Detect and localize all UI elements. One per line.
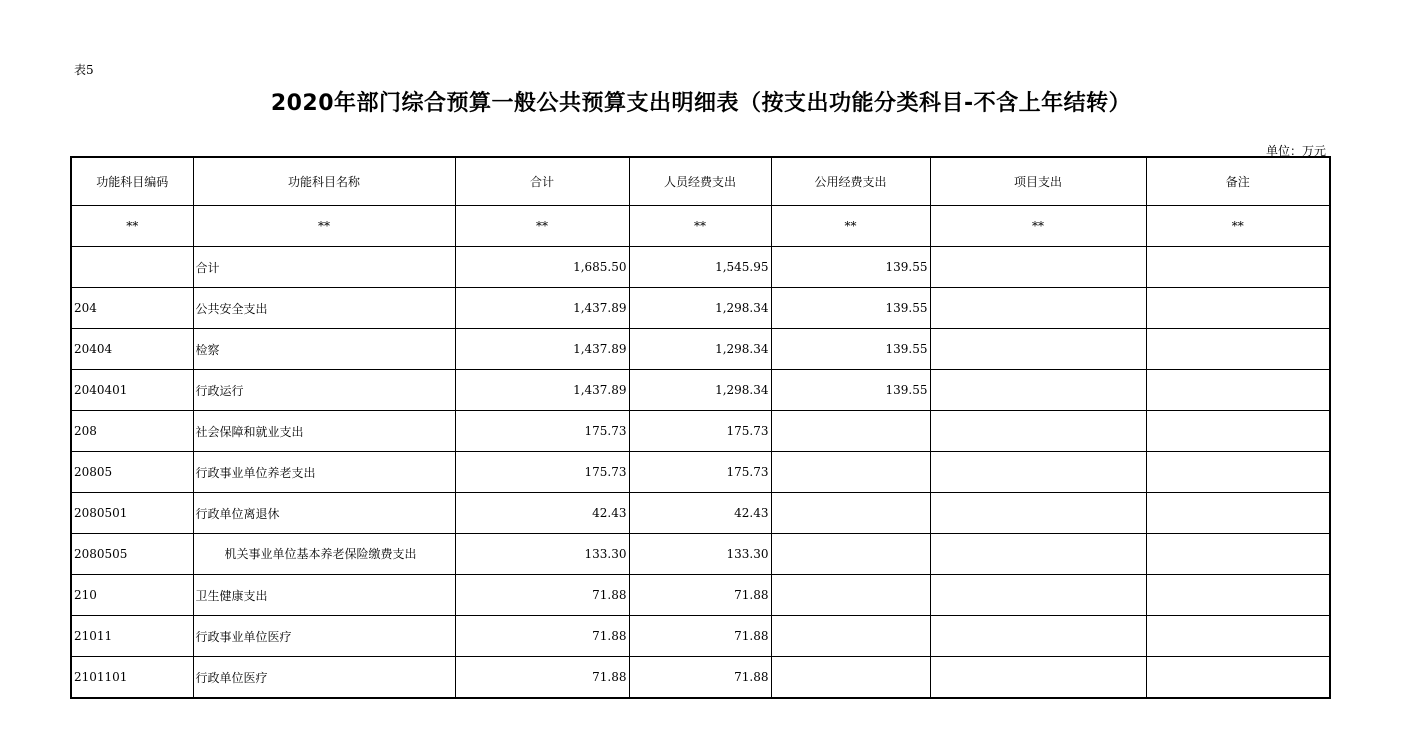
- public-cell: 139.55: [771, 247, 930, 288]
- column-header-name: 功能科目名称: [193, 157, 455, 206]
- project-cell: [930, 370, 1146, 411]
- column-header-remark: 备注: [1146, 157, 1330, 206]
- column-header-code: 功能科目编码: [71, 157, 193, 206]
- budget-table: [70, 156, 1331, 699]
- remark-cell: [1146, 247, 1330, 288]
- remark-cell: [1146, 616, 1330, 657]
- project-cell: [930, 288, 1146, 329]
- personnel-cell: 1,298.34: [629, 329, 771, 370]
- table-row: [71, 288, 1330, 329]
- total-cell: 1,685.50: [455, 247, 629, 288]
- name-cell: 卫生健康支出: [193, 575, 455, 616]
- remark-cell: [1146, 288, 1330, 329]
- page-title: 2020年部门综合预算一般公共预算支出明细表（按支出功能分类科目-不含上年结转）: [270, 91, 1132, 116]
- name-cell: 社会保障和就业支出: [193, 411, 455, 452]
- public-cell: 139.55: [771, 288, 930, 329]
- name-cell: 行政事业单位医疗: [193, 616, 455, 657]
- name-cell: 行政单位医疗: [193, 657, 455, 699]
- total-cell: 133.30: [455, 534, 629, 575]
- code-cell: 2080505: [71, 534, 193, 575]
- total-cell: 71.88: [455, 616, 629, 657]
- total-cell: 1,437.89: [455, 370, 629, 411]
- code-cell: 2040401: [71, 370, 193, 411]
- total-cell: 1,437.89: [455, 329, 629, 370]
- personnel-cell: 71.88: [629, 575, 771, 616]
- table-row: [71, 370, 1330, 411]
- column-header-total: 合计: [455, 157, 629, 206]
- marker-row: [71, 206, 1330, 247]
- marker-cell: **: [455, 206, 629, 247]
- table-row: [71, 452, 1330, 493]
- name-cell: 行政事业单位养老支出: [193, 452, 455, 493]
- code-cell: 20805: [71, 452, 193, 493]
- remark-cell: [1146, 575, 1330, 616]
- public-cell: [771, 575, 930, 616]
- public-cell: [771, 657, 930, 699]
- total-cell: 42.43: [455, 493, 629, 534]
- code-cell: 21011: [71, 616, 193, 657]
- project-cell: [930, 657, 1146, 699]
- project-cell: [930, 616, 1146, 657]
- personnel-cell: 71.88: [629, 616, 771, 657]
- remark-cell: [1146, 411, 1330, 452]
- marker-cell: **: [930, 206, 1146, 247]
- public-cell: [771, 493, 930, 534]
- project-cell: [930, 411, 1146, 452]
- personnel-cell: 133.30: [629, 534, 771, 575]
- marker-cell: **: [193, 206, 455, 247]
- personnel-cell: 175.73: [629, 452, 771, 493]
- personnel-cell: 1,298.34: [629, 370, 771, 411]
- personnel-cell: 42.43: [629, 493, 771, 534]
- total-cell: 71.88: [455, 657, 629, 699]
- total-cell: 175.73: [455, 452, 629, 493]
- remark-cell: [1146, 370, 1330, 411]
- table-row: [71, 657, 1330, 699]
- total-cell: 71.88: [455, 575, 629, 616]
- public-cell: [771, 452, 930, 493]
- project-cell: [930, 247, 1146, 288]
- total-cell: 175.73: [455, 411, 629, 452]
- table-row: [71, 534, 1330, 575]
- project-cell: [930, 534, 1146, 575]
- personnel-cell: 175.73: [629, 411, 771, 452]
- table-row: [71, 575, 1330, 616]
- total-cell: 1,437.89: [455, 288, 629, 329]
- table-row: [71, 411, 1330, 452]
- marker-cell: **: [71, 206, 193, 247]
- code-cell: 20404: [71, 329, 193, 370]
- code-cell: 2101101: [71, 657, 193, 699]
- code-cell: 210: [71, 575, 193, 616]
- project-cell: [930, 493, 1146, 534]
- remark-cell: [1146, 493, 1330, 534]
- column-header-project: 项目支出: [930, 157, 1146, 206]
- public-cell: [771, 411, 930, 452]
- code-cell: 204: [71, 288, 193, 329]
- personnel-cell: 1,298.34: [629, 288, 771, 329]
- name-cell: 机关事业单位基本养老保险缴费支出: [193, 534, 455, 575]
- table-row-total: [71, 247, 1330, 288]
- marker-cell: **: [771, 206, 930, 247]
- personnel-cell: 1,545.95: [629, 247, 771, 288]
- marker-cell: **: [1146, 206, 1330, 247]
- code-cell: [71, 247, 193, 288]
- remark-cell: [1146, 657, 1330, 699]
- name-cell: 合计: [193, 247, 455, 288]
- table-row: [71, 616, 1330, 657]
- header-row: [71, 157, 1330, 206]
- code-cell: 208: [71, 411, 193, 452]
- public-cell: [771, 534, 930, 575]
- column-header-personnel: 人员经费支出: [629, 157, 771, 206]
- public-cell: 139.55: [771, 370, 930, 411]
- code-cell: 2080501: [71, 493, 193, 534]
- project-cell: [930, 452, 1146, 493]
- column-header-public: 公用经费支出: [771, 157, 930, 206]
- name-cell: 行政单位离退休: [193, 493, 455, 534]
- public-cell: [771, 616, 930, 657]
- table-label: 表5: [74, 63, 94, 77]
- name-cell: 行政运行: [193, 370, 455, 411]
- remark-cell: [1146, 534, 1330, 575]
- remark-cell: [1146, 329, 1330, 370]
- project-cell: [930, 329, 1146, 370]
- public-cell: 139.55: [771, 329, 930, 370]
- personnel-cell: 71.88: [629, 657, 771, 699]
- remark-cell: [1146, 452, 1330, 493]
- name-cell: 检察: [193, 329, 455, 370]
- name-cell: 公共安全支出: [193, 288, 455, 329]
- table-row: [71, 493, 1330, 534]
- marker-cell: **: [629, 206, 771, 247]
- unit-label: 单位：万元: [1265, 144, 1326, 158]
- project-cell: [930, 575, 1146, 616]
- table-row: [71, 329, 1330, 370]
